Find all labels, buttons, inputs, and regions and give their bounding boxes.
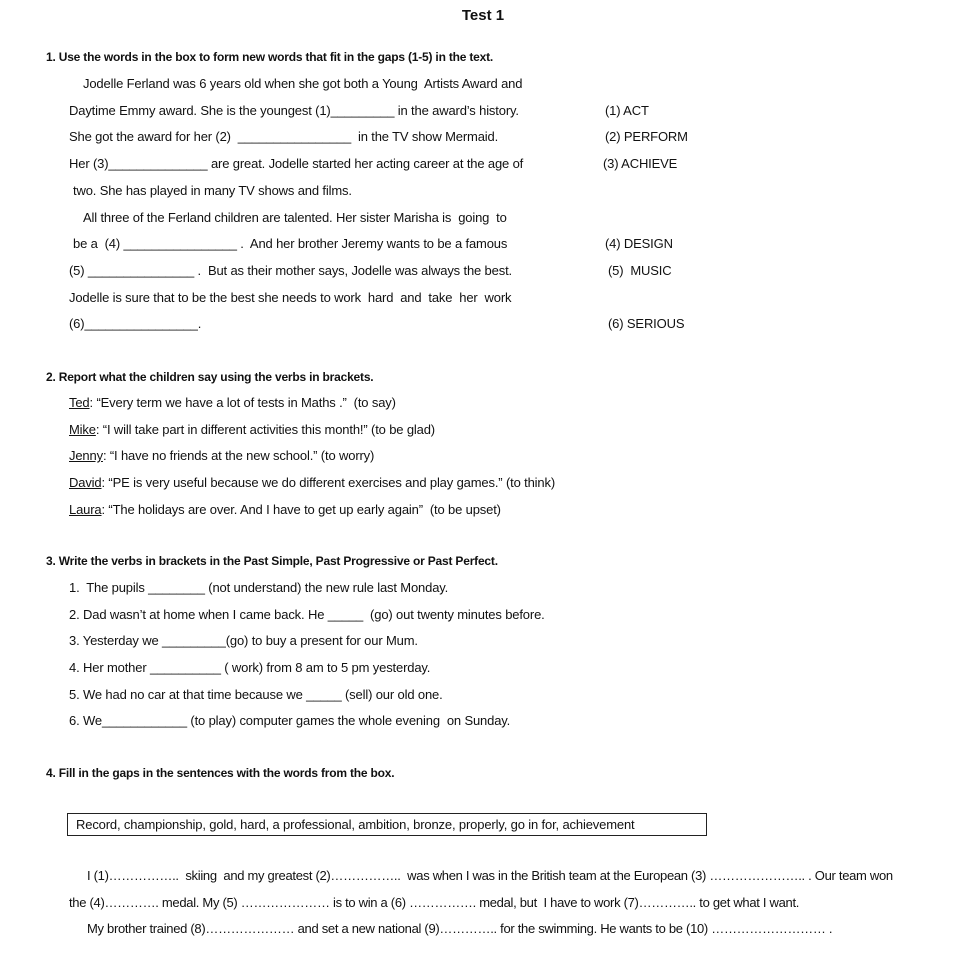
text-line: All three of the Ferland children are talented. Her sister Marisha is going to: [83, 210, 507, 225]
section-2-heading: 2. Report what the children say using the verbs in brackets.: [46, 370, 374, 384]
quote-line: [69, 502, 501, 518]
speaker-name: Laura: [69, 502, 102, 517]
page-title: Test 1: [461, 7, 505, 24]
text-line: Jodelle is sure that to be the best she needs to work hard and take her work: [69, 290, 512, 305]
word-box-text: Record, championship, gold, hard, a professional, ambition, bronze, properly, go in for, achievement: [76, 817, 635, 832]
exercise-line: 2. Dad wasn’t at home when I came back. He _____ (go) out twenty minutes before.: [69, 607, 545, 622]
exercise-line: 6. We____________ (to play) computer games the whole evening on Sunday.: [69, 713, 511, 728]
speaker-name: Ted: [69, 395, 90, 410]
word-prompt: (6) SERIOUS: [608, 316, 685, 331]
quote-text: : “I will take part in different activities this month!” (to be glad): [95, 422, 435, 437]
exercise-line: 5. We had no car at that time because we _____ (sell) our old one.: [69, 687, 443, 702]
exercise-line: 1. The pupils ________ (not understand) the new rule last Monday.: [69, 580, 449, 595]
quote-line: [69, 448, 374, 464]
text-line: My brother trained (8)………………… and set a new national (9)………….. for the swimming. He wants to be (10) ……………………… .: [87, 921, 833, 936]
text-line: Daytime Emmy award. She is the youngest (1)_________ in the award’s history.: [69, 103, 519, 118]
text-line: two. She has played in many TV shows and films.: [73, 183, 352, 198]
speaker-name: David: [69, 475, 102, 490]
quote-line: [69, 422, 435, 438]
word-box: [67, 813, 707, 836]
text-line: Jodelle Ferland was 6 years old when she got both a Young Artists Award and: [83, 76, 523, 91]
speaker-name: Jenny: [69, 448, 103, 463]
text-line: Her (3)______________ are great. Jodelle started her acting career at the age of: [69, 156, 524, 171]
word-prompt: (4) DESIGN: [605, 236, 673, 251]
quote-text: : “The holidays are over. And I have to get up early again” (to be upset): [101, 502, 501, 517]
word-prompt: (3) ACHIEVE: [603, 156, 678, 171]
speaker-name: Mike: [69, 422, 96, 437]
text-line: the (4)…………. medal. My (5) ………………… is to win a (6) ……………. medal, but I have to work (7)………….. to get what I want.: [69, 895, 800, 910]
quote-line: [69, 475, 555, 491]
section-4-heading: 4. Fill in the gaps in the sentences with the words from the box.: [46, 766, 395, 780]
word-prompt: (5) MUSIC: [608, 263, 672, 278]
quote-text: : “Every term we have a lot of tests in Maths .” (to say): [89, 395, 396, 410]
text-line: be a (4) ________________ . And her brother Jeremy wants to be a famous: [73, 236, 508, 251]
quote-line: [69, 395, 396, 411]
word-prompt: (2) PERFORM: [605, 129, 688, 144]
text-line: (5) _______________ . But as their mother says, Jodelle was always the best.: [69, 263, 512, 278]
word-prompt: (1) ACT: [605, 103, 649, 118]
text-line: She got the award for her (2) ________________ in the TV show Mermaid.: [69, 129, 499, 144]
exercise-line: 4. Her mother __________ ( work) from 8 am to 5 pm yesterday.: [69, 660, 431, 675]
section-1-heading: 1. Use the words in the box to form new words that fit in the gaps (1-5) in the text.: [46, 50, 494, 64]
quote-text: : “I have no friends at the new school.” (to worry): [102, 448, 375, 463]
section-3-heading: 3. Write the verbs in brackets in the Past Simple, Past Progressive or Past Perfect.: [46, 554, 498, 568]
quote-text: : “PE is very useful because we do different exercises and play games.” (to think): [101, 475, 556, 490]
text-line: (6)________________.: [69, 316, 202, 331]
text-line: I (1)…………….. skiing and my greatest (2)…………….. was when I was in the British team at the European (3) ………………….. . Our team won: [87, 868, 893, 883]
exercise-line: 3. Yesterday we _________(go) to buy a present for our Mum.: [69, 633, 418, 648]
